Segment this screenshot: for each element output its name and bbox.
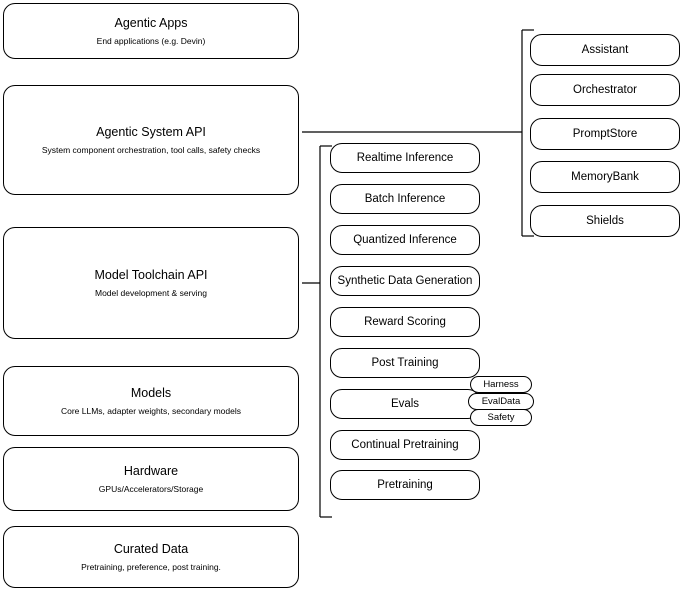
component-label: MemoryBank xyxy=(571,171,639,183)
toolchain-component-realtime-inference[interactable] xyxy=(330,143,480,173)
agentic-component-assistant[interactable] xyxy=(530,34,680,66)
stack-layer-subtitle: End applications (e.g. Devin) xyxy=(96,35,206,46)
stack-layer-title: Models xyxy=(130,385,172,400)
stack-layer-subtitle: Core LLMs, adapter weights, secondary models xyxy=(60,405,241,416)
toolchain-component-quantized-inference[interactable] xyxy=(330,225,480,255)
subcomponent-label: Harness xyxy=(483,379,519,390)
toolchain-component-reward-scoring[interactable] xyxy=(330,307,480,337)
stack-layer-title: Agentic Apps xyxy=(114,15,188,30)
stack-layer-subtitle: Model development & serving xyxy=(95,287,207,298)
evals-subcomponent-evaldata[interactable] xyxy=(468,393,534,410)
agentic-component-shields[interactable] xyxy=(530,205,680,237)
stack-layer-models[interactable] xyxy=(3,366,299,436)
component-label: Post Training xyxy=(371,357,439,369)
component-label: Continual Pretraining xyxy=(351,439,459,451)
component-label: Realtime Inference xyxy=(356,152,454,164)
stack-layer-subtitle: System component orchestration, tool calls, safety checks xyxy=(41,144,261,155)
component-label: Evals xyxy=(390,398,420,410)
toolchain-component-pretraining[interactable] xyxy=(330,470,480,500)
stack-layer-curated-data[interactable] xyxy=(3,526,299,588)
component-label: Synthetic Data Generation xyxy=(337,275,473,287)
component-label: Orchestrator xyxy=(573,84,637,96)
stack-layer-subtitle: Pretraining, preference, post training. xyxy=(81,561,221,572)
agentic-component-orchestrator[interactable] xyxy=(530,74,680,106)
stack-layer-title: Curated Data xyxy=(113,541,189,556)
stack-layer-title: Hardware xyxy=(123,463,179,478)
agentic-component-promptstore[interactable] xyxy=(530,118,680,150)
evals-subcomponent-safety[interactable] xyxy=(470,409,532,426)
evals-subcomponent-harness[interactable] xyxy=(470,376,532,393)
toolchain-component-continual-pretraining[interactable] xyxy=(330,430,480,460)
stack-layer-agentic-apps[interactable] xyxy=(3,3,299,59)
stack-layer-agentic-system-api[interactable] xyxy=(3,85,299,195)
component-label: Assistant xyxy=(581,44,629,56)
subcomponent-label: EvalData xyxy=(481,396,521,407)
toolchain-component-synthetic-data-generation[interactable] xyxy=(330,266,480,296)
component-label: PromptStore xyxy=(572,128,638,140)
component-label: Reward Scoring xyxy=(364,316,446,328)
stack-layer-title: Model Toolchain API xyxy=(94,267,208,282)
stack-layer-title: Agentic System API xyxy=(96,124,206,139)
toolchain-component-post-training[interactable] xyxy=(330,348,480,378)
stack-layer-hardware[interactable] xyxy=(3,447,299,511)
component-label: Shields xyxy=(586,215,624,227)
agentic-component-memorybank[interactable] xyxy=(530,161,680,193)
component-label: Batch Inference xyxy=(364,193,446,205)
stack-layer-subtitle: GPUs/Accelerators/Storage xyxy=(98,483,204,494)
component-label: Quantized Inference xyxy=(353,234,457,246)
toolchain-component-evals[interactable] xyxy=(330,389,480,419)
toolchain-component-batch-inference[interactable] xyxy=(330,184,480,214)
stack-layer-model-toolchain-api[interactable] xyxy=(3,227,299,339)
subcomponent-label: Safety xyxy=(487,412,515,423)
component-label: Pretraining xyxy=(377,479,433,491)
